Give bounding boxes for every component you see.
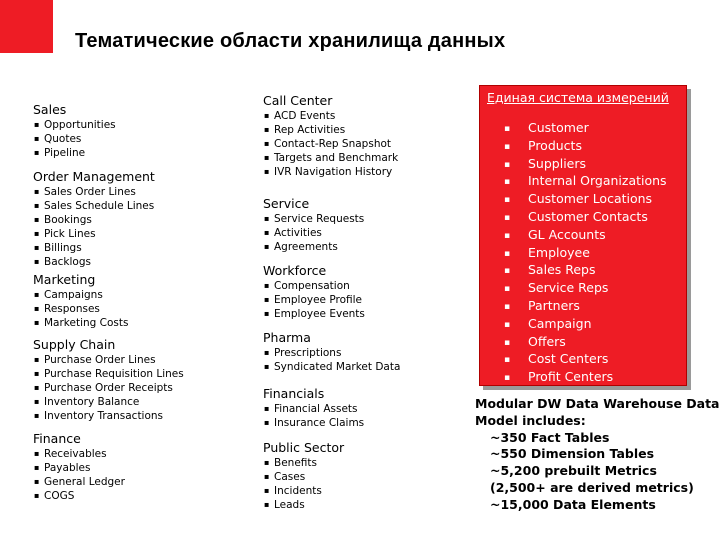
list-item: ▪ Incidents (264, 484, 344, 498)
section-title: Call Center (263, 93, 333, 108)
page-title: Тематические области хранилища данных (75, 30, 506, 52)
section-title: Pharma (263, 330, 311, 345)
list-item: ▪ Campaigns (34, 288, 128, 302)
section-title: Marketing (33, 272, 96, 287)
list-item: ▪ Employee Events (264, 307, 365, 321)
list-item: ▪ Opportunities (34, 118, 116, 132)
list-item: ▪ Prescriptions (264, 346, 400, 360)
item-list (264, 346, 400, 374)
list-item: ▪ Cases (264, 470, 344, 484)
list-item: ▪ Inventory Transactions (34, 409, 184, 423)
list-item: ▪ Quotes (34, 132, 116, 146)
list-item: ▪ Campaign (504, 316, 667, 334)
section-order-management (33, 169, 155, 269)
section-title: Public Sector (263, 440, 345, 455)
list-item: ▪ Agreements (264, 240, 364, 254)
item-list (34, 185, 155, 269)
list-item: ▪ Syndicated Market Data (264, 360, 400, 374)
item-list (34, 353, 184, 423)
section-service (263, 196, 364, 254)
list-item: ▪ Pipeline (34, 146, 116, 160)
item-list (34, 118, 116, 160)
list-item: ▪ Products (504, 138, 667, 156)
list-item: ▪ Payables (34, 461, 125, 475)
dimension-list (504, 120, 667, 387)
section-title: Supply Chain (33, 337, 116, 352)
section-title: Workforce (263, 263, 327, 278)
list-item: ▪ Benefits (264, 456, 344, 470)
section-pharma (263, 330, 400, 374)
list-item: ▪ Service Requests (264, 212, 364, 226)
list-item: ▪ Sales Reps (504, 262, 667, 280)
section-workforce (263, 263, 365, 321)
list-item: ▪ Offers (504, 334, 667, 352)
model-summary (475, 396, 720, 514)
section-call-center (263, 93, 398, 179)
summary-line: Modular DW Data Warehouse Data (475, 396, 720, 411)
list-item: ▪ Purchase Order Receipts (34, 381, 184, 395)
dimensions-box-title: Единая система измерений (487, 90, 669, 105)
list-item: ▪ COGS (34, 489, 125, 503)
list-item: ▪ Activities (264, 226, 364, 240)
list-item: ▪ Customer Locations (504, 191, 667, 209)
list-item: ▪ Employee Profile (264, 293, 365, 307)
section-marketing (33, 272, 128, 330)
list-item: ▪ Employee (504, 245, 667, 263)
item-list (264, 212, 364, 254)
summary-line: Model includes: (475, 412, 586, 428)
summary-line: ~5,200 prebuilt Metrics (490, 463, 657, 479)
section-public-sector (263, 440, 344, 512)
section-title: Sales (33, 102, 67, 117)
list-item: ▪ Internal Organizations (504, 173, 667, 191)
list-item: ▪ GL Accounts (504, 227, 667, 245)
list-item: ▪ Compensation (264, 279, 365, 293)
list-item: ▪ IVR Navigation History (264, 165, 398, 179)
list-item: ▪ Customer Contacts (504, 209, 667, 227)
list-item: ▪ Contact-Rep Snapshot (264, 137, 398, 151)
list-item: ▪ Leads (264, 498, 344, 512)
section-financials (263, 386, 364, 430)
section-title: Order Management (33, 169, 155, 184)
item-list (264, 279, 365, 321)
section-title: Service (263, 196, 310, 211)
list-item: ▪ Suppliers (504, 156, 667, 174)
list-item: ▪ Partners (504, 298, 667, 316)
list-item: ▪ Insurance Claims (264, 416, 364, 430)
list-item: ▪ Customer (504, 120, 667, 138)
summary-line: ~550 Dimension Tables (490, 446, 655, 462)
list-item: ▪ Responses (34, 302, 128, 316)
summary-line: (2,500+ are derived metrics) (490, 479, 694, 495)
item-list (264, 456, 344, 512)
list-item: ▪ Purchase Order Lines (34, 353, 184, 367)
list-item: ▪ Inventory Balance (34, 395, 184, 409)
section-sales (33, 102, 116, 160)
list-item: ▪ Financial Assets (264, 402, 364, 416)
list-item: ▪ Backlogs (34, 255, 155, 269)
item-list (264, 109, 398, 179)
red-corner-block (0, 0, 53, 53)
section-title: Financials (263, 386, 325, 401)
list-item: ▪ General Ledger (34, 475, 125, 489)
list-item: ▪ Cost Centers (504, 351, 667, 369)
list-item: ▪ Profit Centers (504, 369, 667, 387)
conformed-dimensions-box (479, 85, 687, 386)
list-item: ▪ Purchase Requisition Lines (34, 367, 184, 381)
list-item: ▪ Service Reps (504, 280, 667, 298)
section-supply-chain (33, 337, 184, 423)
list-item: ▪ Bookings (34, 213, 155, 227)
summary-line: ~15,000 Data Elements (490, 496, 656, 512)
section-finance (33, 431, 125, 503)
item-list (264, 402, 364, 430)
summary-line: ~350 Fact Tables (490, 429, 610, 445)
list-item: ▪ Pick Lines (34, 227, 155, 241)
list-item: ▪ Sales Order Lines (34, 185, 155, 199)
list-item: ▪ Receivables (34, 447, 125, 461)
item-list (34, 447, 125, 503)
list-item: ▪ Marketing Costs (34, 316, 128, 330)
list-item: ▪ ACD Events (264, 109, 398, 123)
list-item: ▪ Targets and Benchmark (264, 151, 398, 165)
list-item: ▪ Billings (34, 241, 155, 255)
list-item: ▪ Rep Activities (264, 123, 398, 137)
section-title: Finance (33, 431, 81, 446)
item-list (34, 288, 128, 330)
list-item: ▪ Sales Schedule Lines (34, 199, 155, 213)
